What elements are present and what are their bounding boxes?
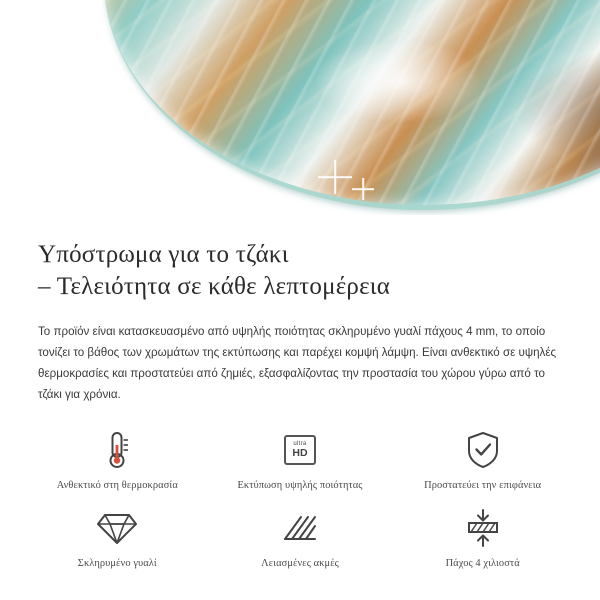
feature-label: Λειασμένες ακμές bbox=[261, 558, 339, 569]
feature-item-polished-edges bbox=[209, 505, 392, 569]
feature-grid bbox=[26, 427, 574, 569]
ultra-hd-icon bbox=[284, 427, 316, 473]
ultra-hd-badge-top: ultra bbox=[293, 441, 307, 447]
thickness-arrows-icon bbox=[462, 505, 504, 551]
feature-label: Ανθεκτικό στη θερμοκρασία bbox=[56, 480, 178, 491]
page-title-line-1: Υπόστρωμα για το τζάκι bbox=[38, 241, 289, 268]
body-paragraph: Το προϊόν είναι κατασκευασμένο από υψηλής ποιότητας σκληρυμένο γυαλί πάχους 4 mm, το οποίο τονίζει το βάθος των χρωμάτων της εκτύπωσης και παρέχει κομψή λάμψη. Είναι ανθεκτικό σε υψηλές θερμοκρασίες και προστατεύει από ζημιές, εξασφαλίζοντας την προστασία του χώρου γύρω από το τζάκι για χρόνια. bbox=[38, 325, 557, 401]
polished-edges-icon bbox=[279, 505, 321, 551]
diamond-icon bbox=[96, 505, 138, 551]
ultra-hd-badge-bottom: HD bbox=[292, 447, 308, 459]
thermometer-icon bbox=[97, 427, 137, 473]
feature-item-thickness bbox=[391, 505, 574, 569]
feature-label: Σκληρυμένο γυαλί bbox=[77, 558, 157, 569]
feature-item-surface-protection bbox=[391, 427, 574, 491]
shield-check-icon bbox=[464, 427, 502, 473]
hero-image bbox=[0, 0, 600, 215]
feature-label: Εκτύπωση υψηλής ποιότητας bbox=[237, 480, 363, 491]
feature-label: Προστατεύει την επιφάνεια bbox=[424, 480, 542, 491]
feature-item-tempered-glass bbox=[26, 505, 209, 569]
content-area bbox=[0, 215, 600, 569]
feature-item-high-quality-print bbox=[209, 427, 392, 491]
page-title bbox=[38, 239, 562, 303]
glass-edge-highlight bbox=[104, 0, 600, 210]
feature-item-temperature-resistant bbox=[26, 427, 209, 491]
page-title-line-2: – Τελειότητα σε κάθε λεπτομέρεια bbox=[38, 273, 391, 300]
feature-label: Πάχος 4 χιλιοστά bbox=[445, 558, 520, 569]
